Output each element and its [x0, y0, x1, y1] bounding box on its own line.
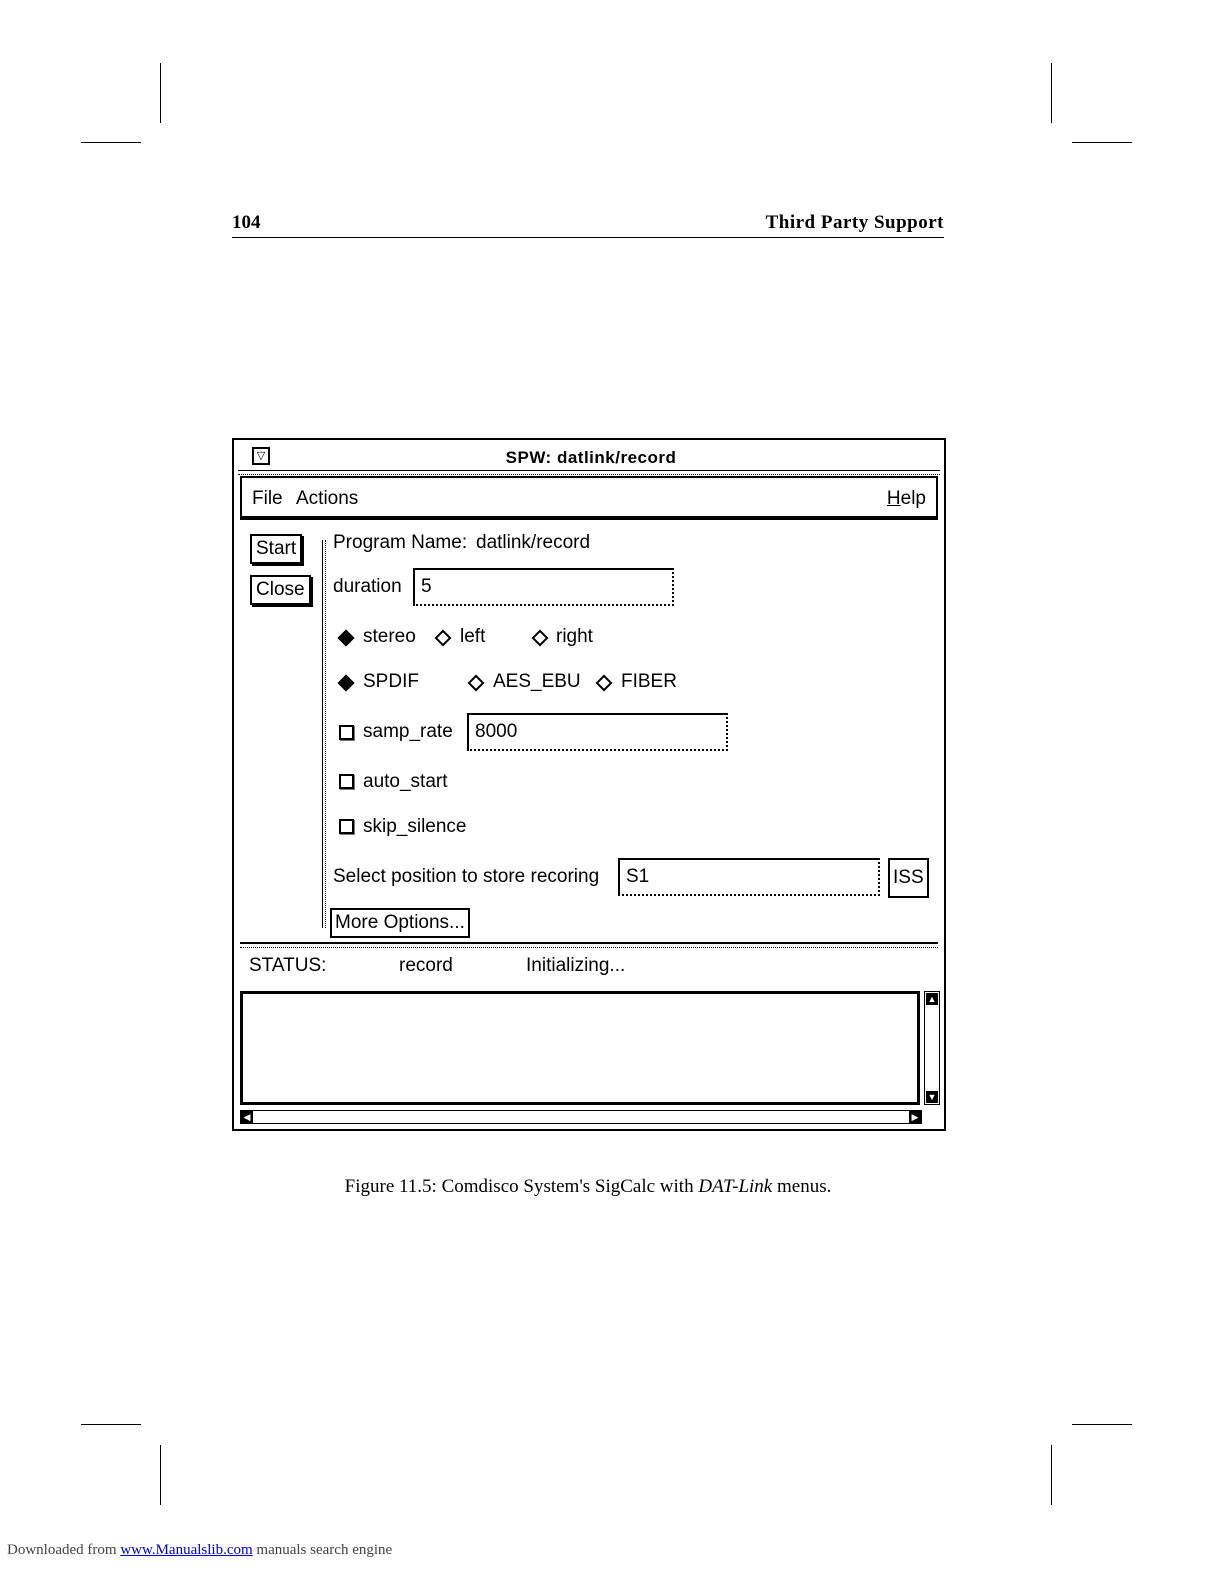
samp-rate-checkbox[interactable]	[339, 725, 354, 740]
footer-suffix: manuals search engine	[252, 1542, 393, 1558]
radio-fiber[interactable]	[596, 675, 613, 692]
status-message: Initializing...	[526, 955, 626, 976]
radio-right[interactable]	[532, 630, 549, 647]
caption-suffix: menus.	[772, 1176, 832, 1197]
scroll-right-icon[interactable]: ▶	[909, 1111, 921, 1123]
radio-left[interactable]	[435, 630, 452, 647]
duration-label: duration	[333, 576, 402, 597]
title-bar[interactable]	[242, 444, 940, 470]
status-separator	[240, 942, 938, 948]
manualslib-link[interactable]: www.Manualslib.com	[120, 1542, 253, 1558]
radio-right-label: right	[556, 626, 593, 647]
more-options-button[interactable]: More Options...	[330, 908, 470, 938]
crop-mark	[81, 1424, 141, 1425]
position-label: Select position to store recoring	[333, 866, 600, 887]
crop-mark	[160, 1445, 161, 1505]
status-program: record	[399, 955, 453, 976]
radio-stereo[interactable]	[338, 630, 355, 647]
caption-prefix: Figure 11.5: Comdisco System's SigCalc with	[344, 1176, 699, 1197]
crop-mark	[1072, 142, 1132, 143]
triangle-down-icon: ▽	[256, 450, 266, 462]
radio-stereo-label: stereo	[363, 626, 416, 647]
close-button[interactable]: Close	[250, 575, 311, 605]
auto-start-checkbox[interactable]	[339, 774, 354, 789]
skip-silence-checkbox[interactable]	[339, 819, 354, 834]
app-window	[232, 438, 946, 1131]
window-title: SPW: datlink/record	[505, 448, 677, 467]
horizontal-scrollbar[interactable]	[240, 1110, 922, 1124]
caption-italic: DAT-Link	[698, 1176, 773, 1197]
radio-fiber-label: FIBER	[621, 671, 677, 692]
running-title: Third Party Support	[765, 212, 944, 233]
samp-rate-label: samp_rate	[363, 721, 453, 742]
skip-silence-label: skip_silence	[363, 816, 467, 837]
title-separator	[238, 470, 940, 475]
start-button[interactable]: Start	[250, 534, 302, 564]
iss-button[interactable]: ISS	[888, 858, 929, 898]
auto-start-label: auto_start	[363, 771, 448, 792]
footer-prefix: Downloaded from	[7, 1542, 121, 1558]
status-label: STATUS:	[249, 955, 327, 976]
scroll-down-icon[interactable]: ▼	[927, 1092, 937, 1102]
header-rule	[232, 237, 944, 238]
menu-file[interactable]: File	[252, 488, 283, 509]
figure-caption	[0, 1176, 1176, 1198]
page-number: 104	[232, 212, 261, 233]
help-mnemonic: H	[886, 488, 901, 509]
radio-spdif[interactable]	[338, 675, 355, 692]
duration-input[interactable]: 5	[413, 568, 674, 606]
program-name-value: datlink/record	[476, 532, 591, 553]
radio-spdif-label: SPDIF	[363, 671, 419, 692]
scroll-up-icon[interactable]: ▲	[927, 994, 937, 1004]
crop-mark	[1051, 1445, 1052, 1505]
crop-mark	[81, 142, 141, 143]
scroll-left-icon[interactable]: ◀	[241, 1111, 253, 1123]
radio-left-label: left	[460, 626, 486, 647]
samp-rate-input[interactable]: 8000	[467, 713, 728, 751]
crop-mark	[1072, 1424, 1132, 1425]
menu-help[interactable]	[887, 488, 926, 510]
crop-mark	[160, 63, 161, 123]
output-text-area[interactable]	[240, 991, 920, 1105]
menu-bar	[240, 476, 938, 520]
radio-aes-ebu[interactable]	[468, 675, 485, 692]
program-name-label: Program Name:	[333, 532, 468, 553]
menu-actions[interactable]: Actions	[296, 488, 359, 509]
vertical-scrollbar[interactable]	[924, 991, 940, 1105]
radio-aes-ebu-label: AES_EBU	[493, 671, 581, 692]
download-footer	[7, 1542, 392, 1559]
position-input[interactable]: S1	[618, 858, 880, 896]
help-label-rest: elp	[900, 488, 926, 509]
crop-mark	[1051, 63, 1052, 123]
panel-separator	[322, 540, 326, 928]
